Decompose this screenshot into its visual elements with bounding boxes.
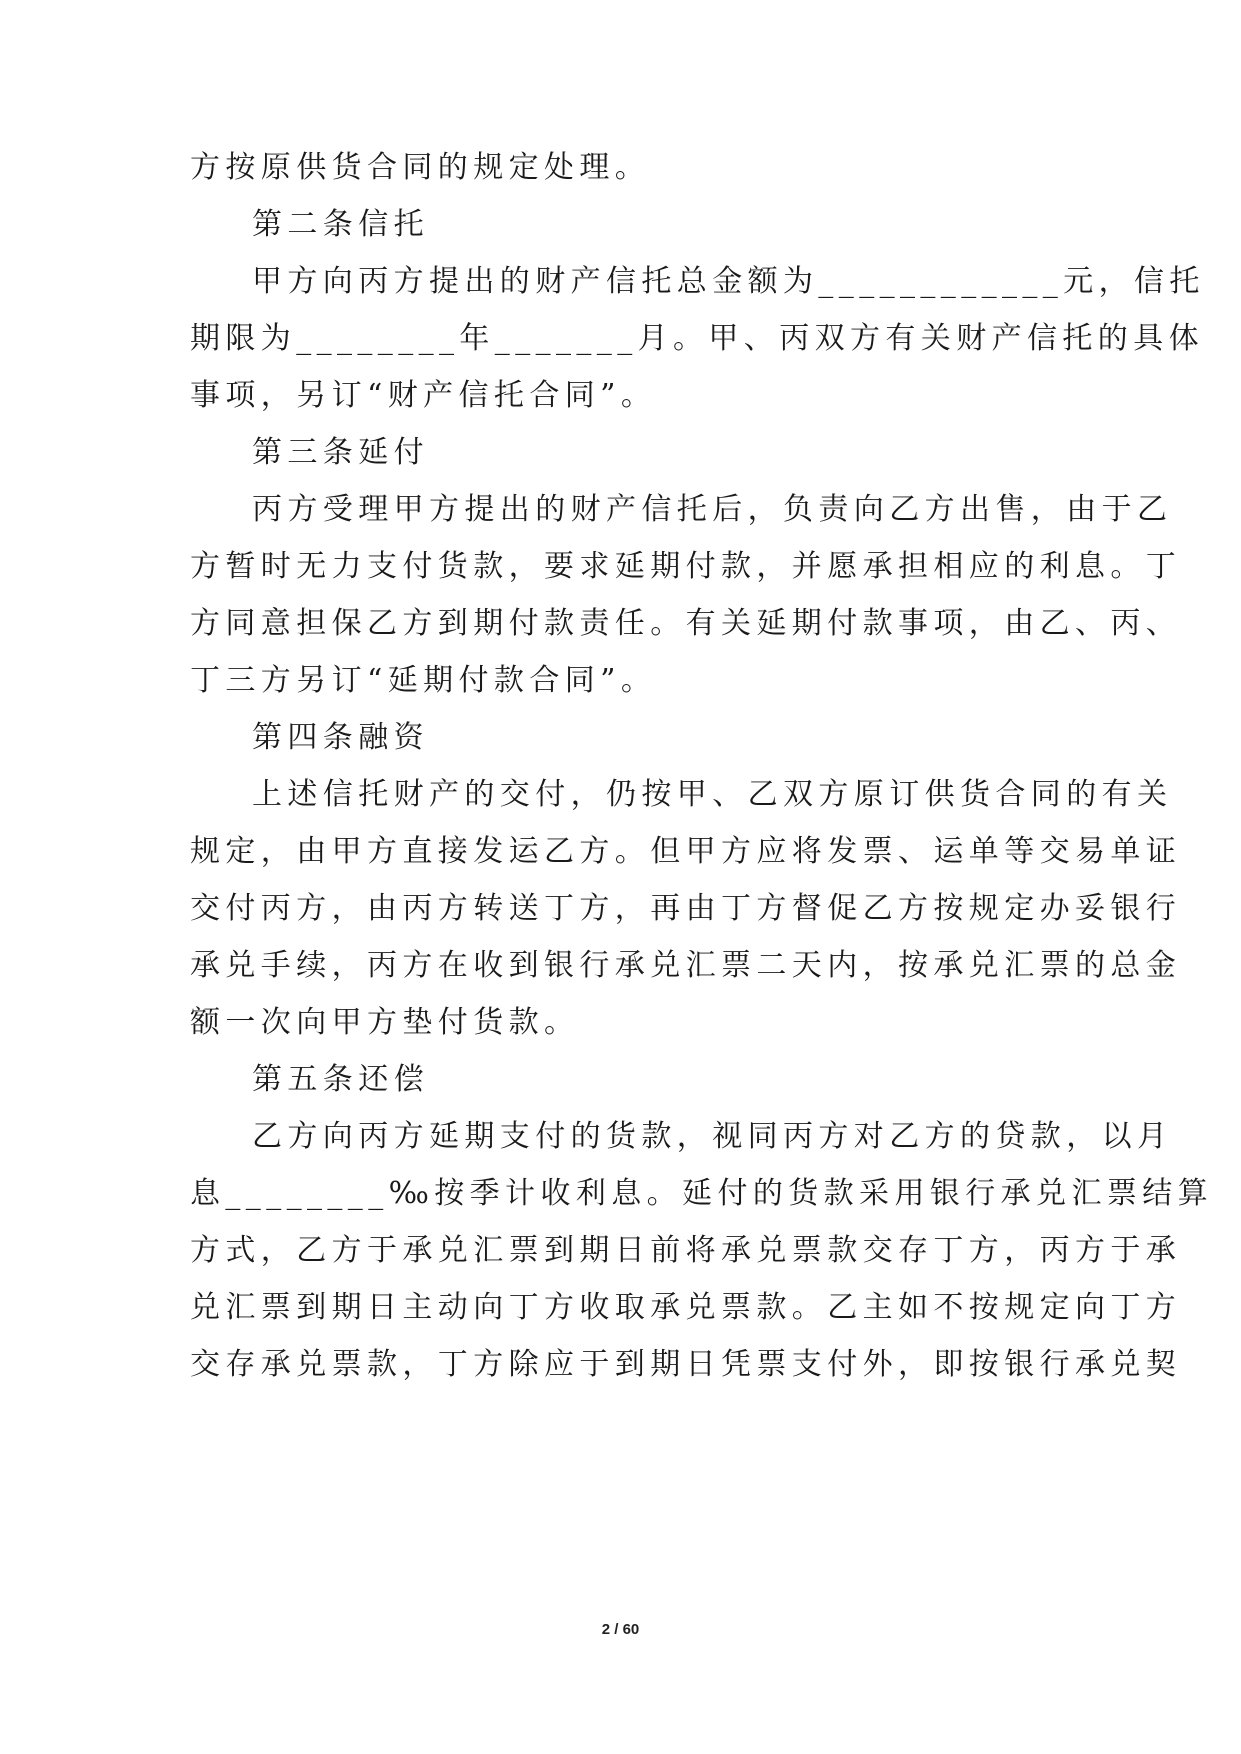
paragraph-line: 息________‰按季计收利息。延付的货款采用银行承兑汇票结算 — [190, 1176, 1214, 1211]
paragraph-line: 交存承兑票款，丁方除应于到期日凭票支付外，即按银行承兑契 — [190, 1347, 1182, 1382]
paragraph-line: 兑汇票到期日主动向丁方收取承兑票款。乙主如不按规定向丁方 — [190, 1290, 1182, 1325]
section-heading: 第五条还偿 — [252, 1062, 429, 1097]
paragraph-line: 额一次向甲方垫付货款。 — [190, 1005, 580, 1040]
paragraph-line: 交付丙方，由丙方转送丁方，再由丁方督促乙方按规定办妥银行 — [190, 891, 1182, 926]
page-number: 2 / 60 — [601, 1621, 640, 1638]
paragraph-line: 事项，另订“财产信托合同”。 — [190, 378, 657, 413]
paragraph-line: 方暂时无力支付货款，要求延期付款，并愿承担相应的利息。丁 — [190, 549, 1182, 584]
section-heading: 第四条融资 — [252, 720, 429, 755]
paragraph-line: 方同意担保乙方到期付款责任。有关延期付款事项，由乙、丙、 — [190, 606, 1182, 641]
paragraph-line: 方式，乙方于承兑汇票到期日前将承兑票款交存丁方，丙方于承 — [190, 1233, 1182, 1268]
paragraph-line: 方按原供货合同的规定处理。 — [190, 150, 651, 185]
paragraph-line: 承兑手续，丙方在收到银行承兑汇票二天内，按承兑汇票的总金 — [190, 948, 1182, 983]
paragraph-line: 甲方向丙方提出的财产信托总金额为____________元，信托 — [252, 264, 1205, 299]
paragraph-line: 上述信托财产的交付，仍按甲、乙双方原订供货合同的有关 — [252, 777, 1173, 812]
paragraph-line: 丁三方另订“延期付款合同”。 — [190, 663, 657, 698]
paragraph-line: 规定，由甲方直接发运乙方。但甲方应将发票、运单等交易单证 — [190, 834, 1182, 869]
paragraph-line: 丙方受理甲方提出的财产信托后，负责向乙方出售，由于乙 — [252, 492, 1173, 527]
section-heading: 第二条信托 — [252, 207, 429, 242]
paragraph-line: 期限为________年_______月。甲、丙双方有关财产信托的具体 — [190, 321, 1204, 356]
section-heading: 第三条延付 — [252, 435, 429, 470]
paragraph-line: 乙方向丙方延期支付的货款，视同丙方对乙方的贷款，以月 — [252, 1119, 1173, 1154]
